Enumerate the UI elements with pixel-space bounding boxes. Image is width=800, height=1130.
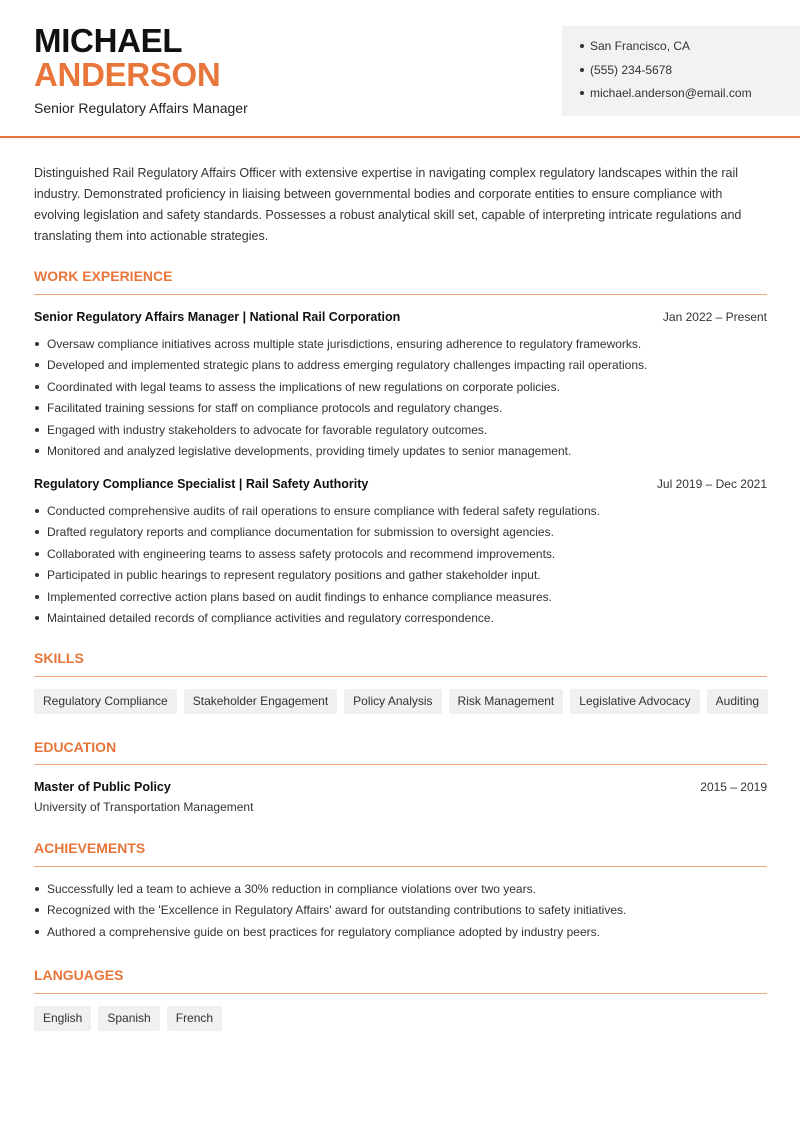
list-item: Engaged with industry stakeholders to advocate for favorable regulatory outcomes. [34, 422, 769, 443]
achievements-list [34, 881, 769, 945]
list-item: Maintained detailed records of compliance activities and regulatory correspondence. [34, 610, 769, 631]
skill-chip: Regulatory Compliance [34, 689, 177, 714]
education-degree: Master of Public Policy [34, 780, 171, 794]
skill-chip: Risk Management [449, 689, 564, 714]
language-chip: Spanish [98, 1006, 159, 1031]
language-chip: English [34, 1006, 91, 1031]
contact-location: San Francisco, CA [582, 38, 800, 62]
list-item: Participated in public hearings to represent regulatory positions and gather stakeholder input. [34, 567, 769, 588]
section-divider [34, 676, 767, 677]
education-dates: 2015 – 2019 [700, 780, 767, 794]
skills-list [34, 689, 768, 714]
job-bullets [34, 336, 769, 464]
list-item: Coordinated with legal teams to assess the implications of new regulations on corporate policies. [34, 379, 769, 400]
section-divider [34, 294, 767, 295]
list-item: Authored a comprehensive guide on best practices for regulatory compliance adopted by industry peers. [34, 924, 769, 945]
list-item: Recognized with the 'Excellence in Regulatory Affairs' award for outstanding contributions to safety initiatives. [34, 902, 769, 923]
contact-box [562, 26, 800, 116]
job-dates: Jul 2019 – Dec 2021 [656, 477, 767, 491]
education-school: University of Transportation Management [34, 800, 254, 814]
section-title-achievements: ACHIEVEMENTS [34, 840, 146, 856]
list-item: Drafted regulatory reports and compliance documentation for submission to oversight agencies. [34, 524, 769, 545]
skill-chip: Auditing [707, 689, 768, 714]
list-item: Oversaw compliance initiatives across multiple state jurisdictions, ensuring adherence to regulatory frameworks. [34, 336, 769, 357]
resume-header [0, 0, 800, 138]
last-name: ANDERSON [34, 56, 221, 93]
first-name: MICHAEL [34, 22, 183, 59]
list-item: Facilitated training sessions for staff on compliance protocols and regulatory changes. [34, 400, 769, 421]
skill-chip: Policy Analysis [344, 689, 441, 714]
education-heading [34, 780, 767, 794]
section-divider [34, 993, 767, 994]
contact-phone: (555) 234-5678 [582, 62, 800, 86]
job-dates: Jan 2022 – Present [662, 310, 767, 324]
languages-list [34, 1006, 222, 1031]
list-item: Collaborated with engineering teams to assess safety protocols and recommend improvements. [34, 546, 769, 567]
list-item: Developed and implemented strategic plans to address emerging regulatory challenges impacting rail operations. [34, 357, 769, 378]
job-heading [34, 477, 767, 491]
job-role: Regulatory Compliance Specialist | Rail Safety Authority [34, 477, 369, 491]
section-divider [34, 764, 767, 765]
list-item: Conducted comprehensive audits of rail operations to ensure compliance with federal safety regulations. [34, 503, 769, 524]
section-title-work: WORK EXPERIENCE [34, 268, 173, 284]
section-divider [34, 866, 767, 867]
list-item: Monitored and analyzed legislative developments, providing timely updates to senior management. [34, 443, 769, 464]
section-title-education: EDUCATION [34, 739, 117, 755]
job-bullets [34, 503, 769, 631]
list-item: Implemented corrective action plans based on audit findings to enhance compliance measures. [34, 589, 769, 610]
language-chip: French [167, 1006, 222, 1031]
list-item: Successfully led a team to achieve a 30% reduction in compliance violations over two years. [34, 881, 769, 902]
job-title: Senior Regulatory Affairs Manager [34, 100, 248, 116]
professional-summary: Distinguished Rail Regulatory Affairs Officer with extensive expertise in navigating complex regulatory landscapes within the rail industry. Demonstrated proficiency in liaising between governmental bodies and corporate entities to ensure compliance with evolving legislation and safety standards. Possesses a robust analytical skill set, capable of interpreting intricate regulations and translating them into actionable strategies. [34, 166, 742, 243]
skill-chip: Stakeholder Engagement [184, 689, 337, 714]
section-title-languages: LANGUAGES [34, 967, 124, 983]
contact-email[interactable]: michael.anderson@email.com [582, 85, 800, 109]
skill-chip: Legislative Advocacy [570, 689, 699, 714]
job-role: Senior Regulatory Affairs Manager | National Rail Corporation [34, 310, 401, 324]
section-title-skills: SKILLS [34, 650, 84, 666]
job-heading [34, 310, 767, 324]
